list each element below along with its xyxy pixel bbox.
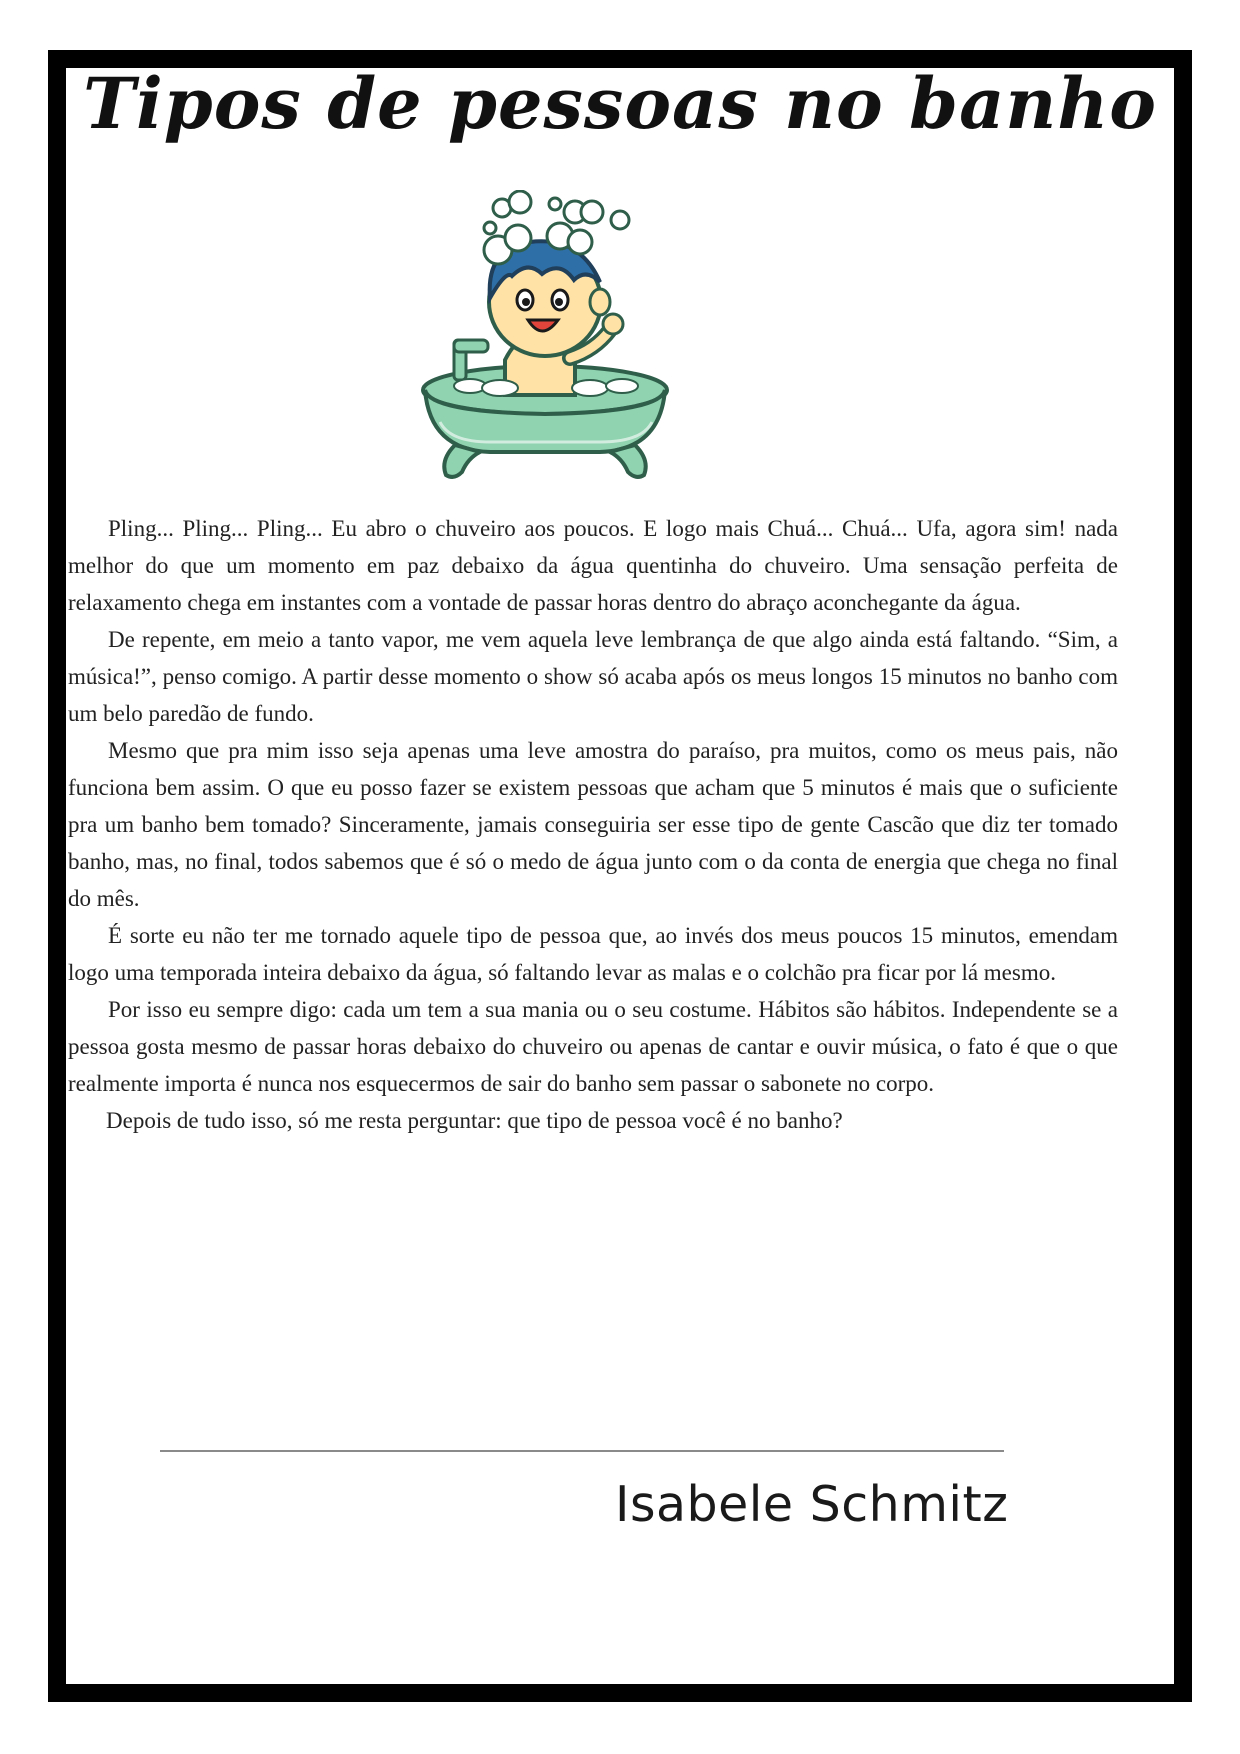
signature-line bbox=[160, 1450, 1004, 1452]
paragraph: Depois de tudo isso, só me resta perguntar: que tipo de pessoa você é no banho? bbox=[106, 1108, 843, 1133]
child-in-bathtub-icon bbox=[410, 190, 680, 480]
author-name: Isabele Schmitz bbox=[615, 1476, 1009, 1533]
page-title: Tipos de pessoas no banho bbox=[83, 62, 1157, 145]
paragraph: É sorte eu não ter me tornado aquele tipo de pessoa que, ao invés dos meus poucos 15 minutos, emendam logo uma temporada inteira debaixo da água, só faltando levar as malas e o colchão pra ficar por lá mesmo. bbox=[68, 923, 1118, 985]
paragraph: De repente, em meio a tanto vapor, me vem aquela leve lembrança de que algo ainda está faltando. “Sim, a música!”, penso comigo. A partir desse momento o show só acaba após os meus longos 15 minutos no banho com um belo paredão de fundo. bbox=[68, 627, 1118, 726]
paragraph: Por isso eu sempre digo: cada um tem a sua mania ou o seu costume. Hábitos são hábitos. Independente se a pessoa gosta mesmo de passar horas debaixo do chuveiro ou apenas de cantar e ouvir música, o fato é que o que realmente importa é nunca nos esquecermos de sair do banho sem passar o sabonete no corpo. bbox=[68, 997, 1118, 1096]
paragraph: Pling... Pling... Pling... Eu abro o chuveiro aos poucos. E logo mais Chuá... Chuá... Ufa, agora sim! nada melhor do que um momento em paz debaixo da água quentinha do chuveiro. Uma sensação perfeita de relaxamento chega em instantes com a vontade de passar horas dentro do abraço aconchegante da água. bbox=[68, 516, 1118, 615]
essay-body bbox=[68, 510, 1118, 1139]
paragraph: Mesmo que pra mim isso seja apenas uma leve amostra do paraíso, pra muitos, como os meus pais, não funciona bem assim. O que eu posso fazer se existem pessoas que acham que 5 minutos é mais que o suficiente pra um banho bem tomado? Sinceramente, jamais conseguiria ser esse tipo de gente Cascão que diz ter tomado banho, mas, no final, todos sabemos que é só o medo de água junto com o da conta de energia que chega no final do mês. bbox=[68, 738, 1118, 911]
